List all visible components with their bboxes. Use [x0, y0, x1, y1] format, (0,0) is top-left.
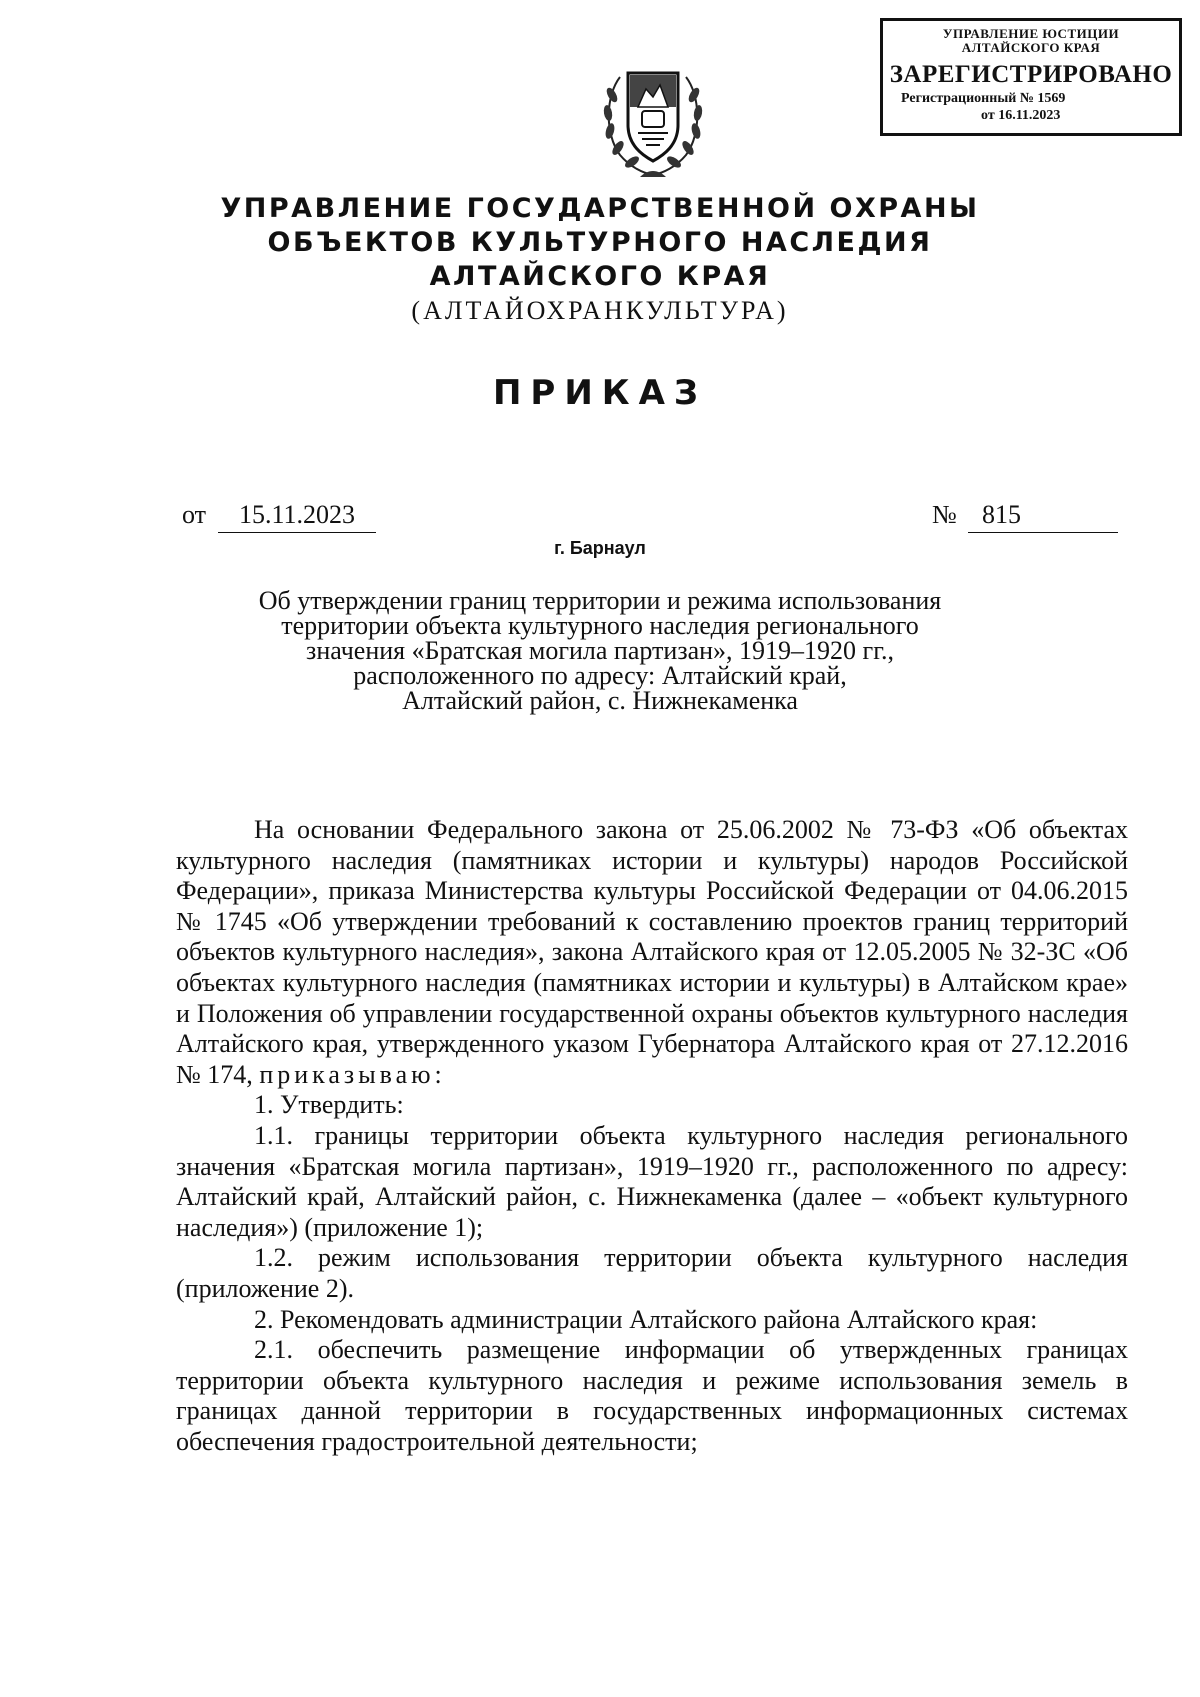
- order-item: 2.1. обеспечить размещение информации об утвержденных границах территории объекта культурного наследия и режиме использования земель в границах данной территории в государственных информационных системах обеспечения градостроительной деятельности;: [176, 1335, 1128, 1456]
- org-line1: УПРАВЛЕНИЕ ГОСУДАРСТВЕННОЙ ОХРАНЫ: [220, 193, 980, 224]
- coat-of-arms-icon: [598, 55, 708, 185]
- subject-line: значения «Братская могила партизан», 1919–1920 гг.,: [306, 636, 894, 665]
- order-item: 1.1. границы территории объекта культурного наследия регионального значения «Братская могила партизан», 1919–1920 гг., расположенного по адресу: Алтайский край, Алтайский район, с. Нижнекаменка (далее – «объект культурного наследия») (приложение 1);: [176, 1120, 1128, 1242]
- stamp-reg-number: Регистрационный № 1569: [901, 91, 1066, 106]
- org-line2: ОБЪЕКТОВ КУЛЬТУРНОГО НАСЛЕДИЯ: [267, 227, 933, 258]
- stamp-date: от 16.11.2023: [981, 108, 1061, 123]
- document-type: ПРИКАЗ: [492, 373, 708, 413]
- stamp-title: ЗАРЕГИСТРИРОВАНО: [889, 61, 1173, 88]
- subject-line: расположенного по адресу: Алтайский край,: [353, 661, 847, 690]
- order-subject: [0, 588, 1200, 713]
- order-body: [176, 815, 1128, 1457]
- subject-line: Алтайский район, с. Нижнекаменка: [402, 686, 798, 715]
- registration-stamp: [880, 18, 1182, 136]
- city: г. Барнаул: [554, 538, 646, 558]
- org-line3: АЛТАЙСКОГО КРАЯ: [429, 261, 771, 292]
- stamp-line2: АЛТАЙСКОГО КРАЯ: [961, 40, 1101, 55]
- organization-name: [0, 192, 1200, 328]
- subject-line: территории объекта культурного наследия регионального: [281, 611, 919, 640]
- order-item: 1.2. режим использования территории объекта культурного наследия (приложение 2).: [176, 1243, 1128, 1303]
- order-date: 15.11.2023: [218, 500, 376, 533]
- date-label: от: [182, 500, 207, 529]
- number-label: №: [932, 500, 957, 529]
- preamble-text: На основании Федерального закона от 25.06.2002 № 73-ФЗ «Об объектах культурного наследия (памятниках истории и культуры) народов Российской Федерации», приказа Министерства культуры Российской Федерации от 04.06.2015 № 1745 «Об утверждении требований к составлению проектов границ территорий объектов культурного наследия», закона Алтайского края от 12.05.2005 № 32-ЗС «Об объектах культурного наследия (памятниках истории и культуры) в Алтайском крае» и Положения об управлении государственной охраны объектов культурного наследия Алтайского края, утвержденного указом Губернатора Алтайского края от 27.12.2016 № 174,: [176, 815, 1128, 1089]
- order-item: 2. Рекомендовать администрации Алтайского района Алтайского края:: [254, 1304, 1038, 1334]
- org-abbreviation: (АЛТАЙОХРАНКУЛЬТУРА): [411, 296, 789, 325]
- subject-line: Об утверждении границ территории и режима использования: [258, 586, 942, 615]
- preamble: [176, 815, 1128, 1090]
- stamp-line1: УПРАВЛЕНИЕ ЮСТИЦИИ: [942, 26, 1120, 41]
- order-number: 815: [968, 500, 1118, 533]
- order-word: приказываю:: [259, 1059, 446, 1089]
- order-item: 1. Утвердить:: [254, 1090, 404, 1120]
